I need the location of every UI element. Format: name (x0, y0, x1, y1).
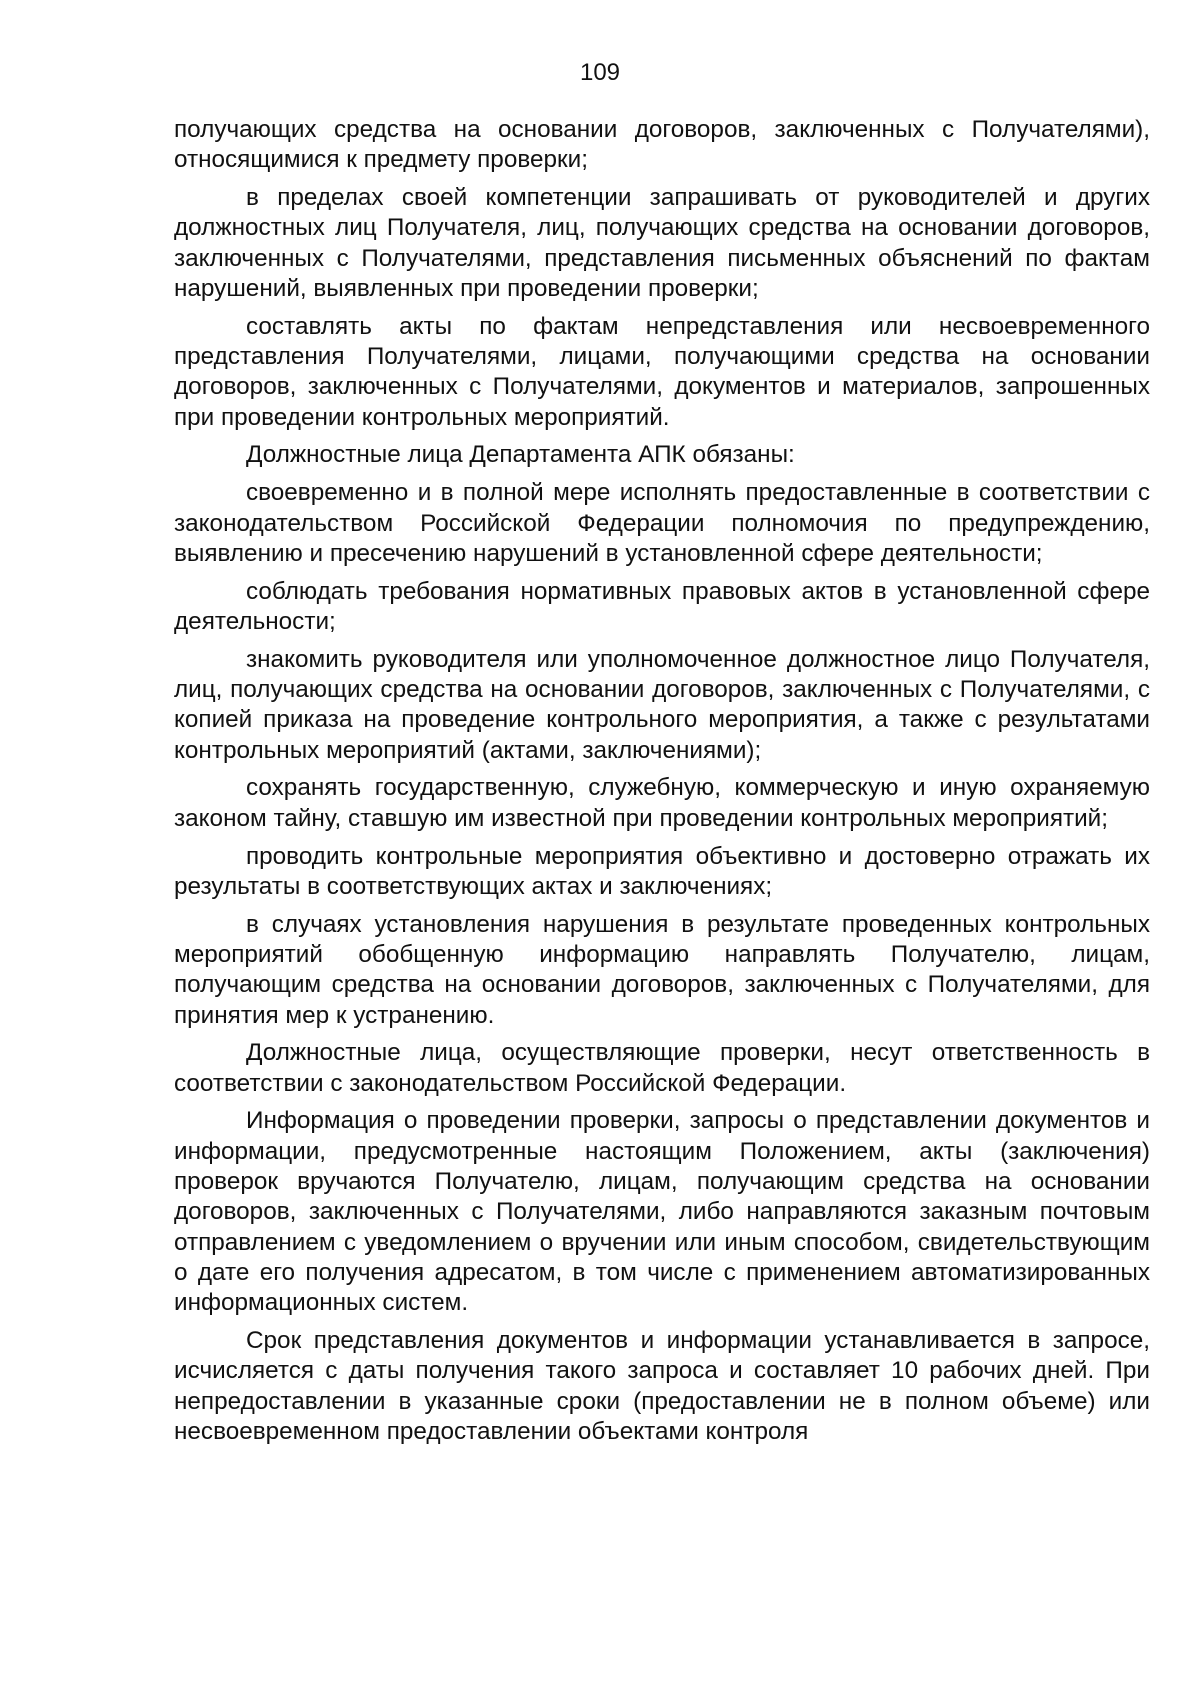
paragraph: своевременно и в полной мере исполнять предоставленные в соответствии с законодательством Российской Федерации полномочия по предупреждению, выявлению и пресечению нарушений в установленной сфере деятельности; (174, 479, 1150, 567)
paragraph: сохранять государственную, служебную, коммерческую и иную охраняемую законом тайну, ставшую им известной при проведении контрольных мероприятий; (174, 774, 1150, 832)
paragraph: Информация о проведении проверки, запросы о представлении документов и информации, предусмотренные настоящим Положением, акты (заключения) проверок вручаются Получателю, лицам, получающим средства на основании договоров, заключенных с Получателями, либо направляются заказным почтовым отправлением с уведомлением о вручении или иным способом, свидетельствующим о дате его получения адресатом, в том числе с применением автоматизированных информационных систем. (174, 1107, 1150, 1317)
paragraph: составлять акты по фактам непредставления или несвоевременного представления Получателями, лицами, получающими средства на основании договоров, заключенных с Получателями, документов и материалов, запрошенных при проведении контрольных мероприятий. (174, 312, 1150, 431)
paragraph: Должностные лица, осуществляющие проверки, несут ответственность в соответствии с законодательством Российской Федерации. (174, 1039, 1150, 1097)
paragraph: соблюдать требования нормативных правовых актов в установленной сфере деятельности; (174, 577, 1150, 635)
document-body (174, 115, 1150, 1455)
paragraph: проводить контрольные мероприятия объективно и достоверно отражать их результаты в соответствующих актах и заключениях; (174, 842, 1150, 900)
page-number: 109 (579, 59, 621, 86)
paragraph: в случаях установления нарушения в результате проведенных контрольных мероприятий обобщенную информацию направлять Получателю, лицам, получающим средства на основании договоров, заключенных с Получателями, для принятия мер к устранению. (174, 910, 1150, 1029)
paragraph: Срок представления документов и информации устанавливается в запросе, исчисляется с даты получения такого запроса и составляет 10 рабочих дней. При непредоставлении в указанные сроки (предоставлении не в полном объеме) или несвоевременном предоставлении объектами контроля (174, 1326, 1150, 1445)
paragraph: знакомить руководителя или уполномоченное должностное лицо Получателя, лиц, получающих средства на основании договоров, заключенных с Получателями, с копией приказа на проведение контрольного мероприятия, а также с результатами контрольных мероприятий (актами, заключениями); (174, 645, 1150, 764)
paragraph: получающих средства на основании договоров, заключенных с Получателями), относящимися к предмету проверки; (174, 116, 1150, 174)
paragraph: Должностные лица Департамента АПК обязаны: (246, 441, 795, 469)
paragraph: в пределах своей компетенции запрашивать от руководителей и других должностных лиц Получателя, лиц, получающих средства на основании договоров, заключенных с Получателями, представления письменных объяснений по фактам нарушений, выявленных при проведении проверки; (174, 184, 1150, 302)
